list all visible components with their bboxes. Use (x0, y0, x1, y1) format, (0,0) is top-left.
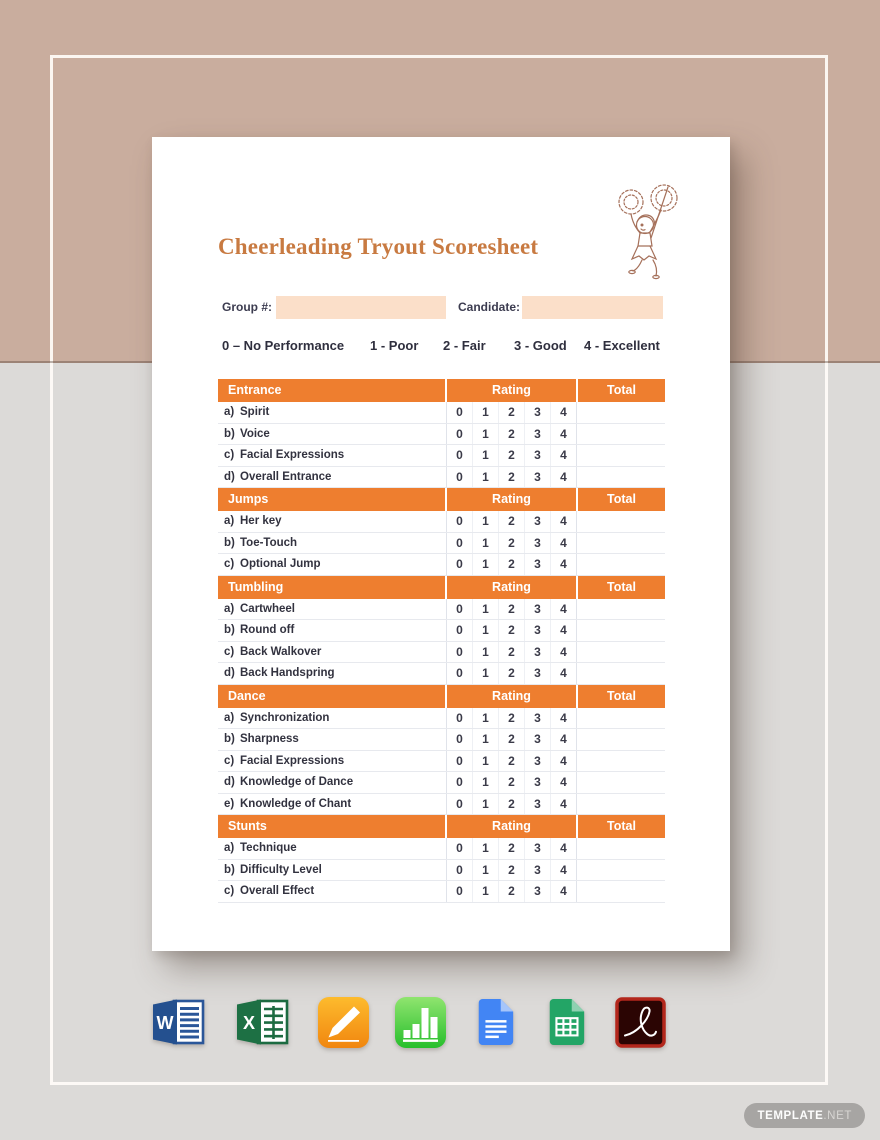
rating-option-4[interactable]: 4 (551, 860, 577, 881)
rating-option-1[interactable]: 1 (473, 402, 499, 423)
row-letter: c) (224, 645, 235, 658)
rating-option-1[interactable]: 1 (473, 794, 499, 815)
rating-column-header: Rating (447, 379, 576, 402)
rating-column-header: Rating (447, 576, 576, 599)
section-title: Dance (218, 685, 445, 708)
rating-option-2[interactable]: 2 (499, 599, 525, 620)
row-letter: a) (224, 842, 235, 855)
rating-option-1[interactable]: 1 (473, 642, 499, 663)
section-title: Jumps (218, 488, 445, 511)
rating-option-1[interactable]: 1 (473, 554, 499, 575)
section-title: Entrance (218, 379, 445, 402)
rating-option-3[interactable]: 3 (525, 838, 551, 859)
total-cell[interactable] (577, 467, 665, 488)
rating-option-0[interactable]: 0 (447, 751, 473, 772)
rating-option-3[interactable]: 3 (525, 663, 551, 684)
row-letter: b) (224, 863, 235, 876)
rating-option-0[interactable]: 0 (447, 554, 473, 575)
rating-option-4[interactable]: 4 (551, 554, 577, 575)
score-row (218, 445, 665, 467)
row-letter: c) (224, 885, 235, 898)
rating-option-0[interactable]: 0 (447, 794, 473, 815)
row-letter: c) (224, 754, 235, 767)
row-label: Synchronization (240, 711, 330, 724)
row-letter: c) (224, 449, 235, 462)
rating-option-2[interactable]: 2 (499, 729, 525, 750)
rating-option-3[interactable]: 3 (525, 402, 551, 423)
row-label: Voice (240, 427, 270, 440)
rating-option-0[interactable]: 0 (447, 860, 473, 881)
total-cell[interactable] (577, 599, 665, 620)
score-row (218, 663, 665, 685)
group-number-label: Group #: (222, 300, 272, 314)
row-label: Optional Jump (240, 558, 321, 571)
rating-option-4[interactable]: 4 (551, 751, 577, 772)
score-row (218, 794, 665, 816)
rating-option-3[interactable]: 3 (525, 445, 551, 466)
row-label: Facial Expressions (240, 449, 345, 462)
rating-option-1[interactable]: 1 (473, 533, 499, 554)
rating-option-1[interactable]: 1 (473, 860, 499, 881)
rating-option-4[interactable]: 4 (551, 838, 577, 859)
rating-option-3[interactable]: 3 (525, 881, 551, 902)
rating-option-4[interactable]: 4 (551, 424, 577, 445)
row-letter: b) (224, 427, 235, 440)
rating-option-3[interactable]: 3 (525, 708, 551, 729)
score-row (218, 772, 665, 794)
score-row (218, 751, 665, 773)
score-row (218, 838, 665, 860)
format-icons-row (150, 996, 666, 1048)
legend-fair: 2 - Fair (443, 338, 486, 353)
watermark-suffix: .NET (823, 1109, 852, 1122)
total-cell[interactable] (577, 881, 665, 902)
score-row (218, 511, 665, 533)
rating-option-4[interactable]: 4 (551, 708, 577, 729)
rating-option-2[interactable]: 2 (499, 467, 525, 488)
total-cell[interactable] (577, 642, 665, 663)
rating-option-3[interactable]: 3 (525, 751, 551, 772)
rating-option-1[interactable]: 1 (473, 663, 499, 684)
rating-option-0[interactable]: 0 (447, 445, 473, 466)
legend-good: 3 - Good (514, 338, 567, 353)
apple-numbers-icon[interactable] (395, 997, 446, 1048)
rating-option-3[interactable]: 3 (525, 599, 551, 620)
rating-option-2[interactable]: 2 (499, 772, 525, 793)
rating-option-0[interactable]: 0 (447, 729, 473, 750)
rating-option-1[interactable]: 1 (473, 424, 499, 445)
rating-legend (222, 338, 665, 356)
rating-option-2[interactable]: 2 (499, 402, 525, 423)
row-letter: d) (224, 776, 235, 789)
total-cell[interactable] (577, 708, 665, 729)
rating-option-4[interactable]: 4 (551, 402, 577, 423)
total-cell[interactable] (577, 554, 665, 575)
total-column-header: Total (578, 488, 665, 511)
rating-option-0[interactable]: 0 (447, 533, 473, 554)
score-row (218, 729, 665, 751)
row-label: Technique (240, 842, 297, 855)
rating-option-4[interactable]: 4 (551, 663, 577, 684)
document-page (152, 137, 730, 951)
row-letter: b) (224, 624, 235, 637)
group-number-input[interactable] (276, 296, 446, 319)
score-row (218, 554, 665, 576)
rating-option-0[interactable]: 0 (447, 663, 473, 684)
rating-option-4[interactable]: 4 (551, 642, 577, 663)
score-row (218, 599, 665, 621)
row-letter: d) (224, 667, 235, 680)
row-letter: c) (224, 558, 235, 571)
rating-option-2[interactable]: 2 (499, 838, 525, 859)
templatenet-watermark (744, 1103, 865, 1128)
rating-option-0[interactable]: 0 (447, 708, 473, 729)
rating-option-2[interactable]: 2 (499, 708, 525, 729)
rating-option-4[interactable]: 4 (551, 445, 577, 466)
rating-option-4[interactable]: 4 (551, 511, 577, 532)
svg-text:X: X (242, 1013, 255, 1033)
rating-option-3[interactable]: 3 (525, 860, 551, 881)
total-cell[interactable] (577, 838, 665, 859)
rating-option-1[interactable]: 1 (473, 708, 499, 729)
rating-option-2[interactable]: 2 (499, 511, 525, 532)
row-letter: d) (224, 470, 235, 483)
rating-option-3[interactable]: 3 (525, 467, 551, 488)
rating-option-1[interactable]: 1 (473, 881, 499, 902)
total-column-header: Total (578, 815, 665, 838)
google-sheets-icon[interactable] (544, 996, 588, 1048)
rating-option-2[interactable]: 2 (499, 445, 525, 466)
rating-column-header: Rating (447, 685, 576, 708)
legend-no-performance: 0 – No Performance (222, 338, 345, 353)
row-letter: b) (224, 536, 235, 549)
rating-option-0[interactable]: 0 (447, 838, 473, 859)
legend-poor: 1 - Poor (370, 338, 419, 353)
total-column-header: Total (578, 576, 665, 599)
rating-option-4[interactable]: 4 (551, 599, 577, 620)
rating-option-0[interactable]: 0 (447, 511, 473, 532)
header-fields (222, 296, 663, 319)
candidate-label: Candidate: (458, 300, 521, 314)
row-label: Sharpness (240, 733, 299, 746)
row-label: Overall Effect (240, 885, 315, 898)
rating-option-2[interactable]: 2 (499, 794, 525, 815)
rating-option-3[interactable]: 3 (525, 554, 551, 575)
score-row (218, 424, 665, 446)
row-letter: e) (224, 797, 235, 810)
rating-option-3[interactable]: 3 (525, 772, 551, 793)
row-label: Round off (240, 624, 295, 637)
microsoft-word-icon[interactable] (150, 996, 207, 1048)
rating-column-header: Rating (447, 815, 576, 838)
microsoft-excel-icon[interactable] (234, 996, 291, 1048)
row-label: Difficulty Level (240, 863, 322, 876)
rating-option-2[interactable]: 2 (499, 881, 525, 902)
rating-option-2[interactable]: 2 (499, 751, 525, 772)
adobe-pdf-icon[interactable] (615, 997, 666, 1048)
rating-option-1[interactable]: 1 (473, 599, 499, 620)
rating-column-header: Rating (447, 488, 576, 511)
legend-excellent: 4 - Excellent (584, 338, 660, 353)
row-label: Spirit (240, 406, 270, 419)
score-row (218, 402, 665, 424)
score-table (218, 379, 665, 903)
row-label: Facial Expressions (240, 754, 345, 767)
rating-option-0[interactable]: 0 (447, 772, 473, 793)
rating-option-4[interactable]: 4 (551, 620, 577, 641)
rating-option-1[interactable]: 1 (473, 620, 499, 641)
section-header (218, 379, 665, 402)
rating-option-1[interactable]: 1 (473, 445, 499, 466)
row-letter: a) (224, 602, 235, 615)
row-label: Cartwheel (240, 602, 295, 615)
rating-option-0[interactable]: 0 (447, 467, 473, 488)
rating-option-2[interactable]: 2 (499, 554, 525, 575)
rating-option-2[interactable]: 2 (499, 860, 525, 881)
rating-option-1[interactable]: 1 (473, 467, 499, 488)
rating-option-4[interactable]: 4 (551, 467, 577, 488)
rating-option-4[interactable]: 4 (551, 729, 577, 750)
rating-option-3[interactable]: 3 (525, 620, 551, 641)
rating-option-2[interactable]: 2 (499, 533, 525, 554)
section-title: Tumbling (218, 576, 445, 599)
rating-option-3[interactable]: 3 (525, 794, 551, 815)
candidate-input[interactable] (522, 296, 663, 319)
rating-option-0[interactable]: 0 (447, 424, 473, 445)
score-row (218, 881, 665, 903)
score-row (218, 620, 665, 642)
section-header (218, 815, 665, 838)
row-letter: a) (224, 515, 235, 528)
section-header (218, 488, 665, 511)
rating-option-1[interactable]: 1 (473, 838, 499, 859)
score-row (218, 860, 665, 882)
total-cell[interactable] (577, 620, 665, 641)
row-label: Overall Entrance (240, 470, 332, 483)
row-label: Back Walkover (240, 645, 322, 658)
rating-option-0[interactable]: 0 (447, 620, 473, 641)
rating-option-3[interactable]: 3 (525, 424, 551, 445)
total-cell[interactable] (577, 860, 665, 881)
total-cell[interactable] (577, 533, 665, 554)
total-cell[interactable] (577, 751, 665, 772)
rating-option-0[interactable]: 0 (447, 402, 473, 423)
score-row (218, 533, 665, 555)
total-cell[interactable] (577, 424, 665, 445)
cheerleader-illustration (614, 180, 684, 290)
total-cell[interactable] (577, 794, 665, 815)
rating-option-4[interactable]: 4 (551, 881, 577, 902)
rating-option-4[interactable]: 4 (551, 772, 577, 793)
row-letter: b) (224, 733, 235, 746)
rating-option-3[interactable]: 3 (525, 642, 551, 663)
rating-option-1[interactable]: 1 (473, 729, 499, 750)
rating-option-2[interactable]: 2 (499, 620, 525, 641)
total-column-header: Total (578, 379, 665, 402)
apple-pages-icon[interactable] (318, 997, 369, 1048)
row-letter: a) (224, 711, 235, 724)
row-label: Her key (240, 515, 282, 528)
row-label: Toe-Touch (240, 536, 298, 549)
section-header (218, 576, 665, 599)
rating-option-3[interactable]: 3 (525, 729, 551, 750)
section-title: Stunts (218, 815, 445, 838)
rating-option-0[interactable]: 0 (447, 599, 473, 620)
score-row (218, 467, 665, 489)
rating-option-1[interactable]: 1 (473, 751, 499, 772)
total-column-header: Total (578, 685, 665, 708)
total-cell[interactable] (577, 729, 665, 750)
total-cell[interactable] (577, 772, 665, 793)
total-cell[interactable] (577, 663, 665, 684)
row-label: Back Handspring (240, 667, 335, 680)
rating-option-0[interactable]: 0 (447, 642, 473, 663)
row-letter: a) (224, 406, 235, 419)
total-cell[interactable] (577, 511, 665, 532)
rating-option-1[interactable]: 1 (473, 511, 499, 532)
total-cell[interactable] (577, 445, 665, 466)
rating-option-3[interactable]: 3 (525, 511, 551, 532)
score-row (218, 642, 665, 664)
rating-option-4[interactable]: 4 (551, 533, 577, 554)
rating-option-2[interactable]: 2 (499, 663, 525, 684)
page-title: Cheerleading Tryout Scoresheet (218, 234, 539, 259)
rating-option-2[interactable]: 2 (499, 424, 525, 445)
svg-text:W: W (156, 1013, 174, 1033)
section-header (218, 685, 665, 708)
total-cell[interactable] (577, 402, 665, 423)
watermark-brand: TEMPLATE (757, 1109, 824, 1122)
rating-option-4[interactable]: 4 (551, 794, 577, 815)
row-label: Knowledge of Dance (240, 776, 354, 789)
rating-option-2[interactable]: 2 (499, 642, 525, 663)
row-label: Knowledge of Chant (240, 797, 352, 810)
rating-option-1[interactable]: 1 (473, 772, 499, 793)
rating-option-0[interactable]: 0 (447, 881, 473, 902)
score-row (218, 708, 665, 730)
rating-option-3[interactable]: 3 (525, 533, 551, 554)
google-docs-icon[interactable] (473, 996, 517, 1048)
